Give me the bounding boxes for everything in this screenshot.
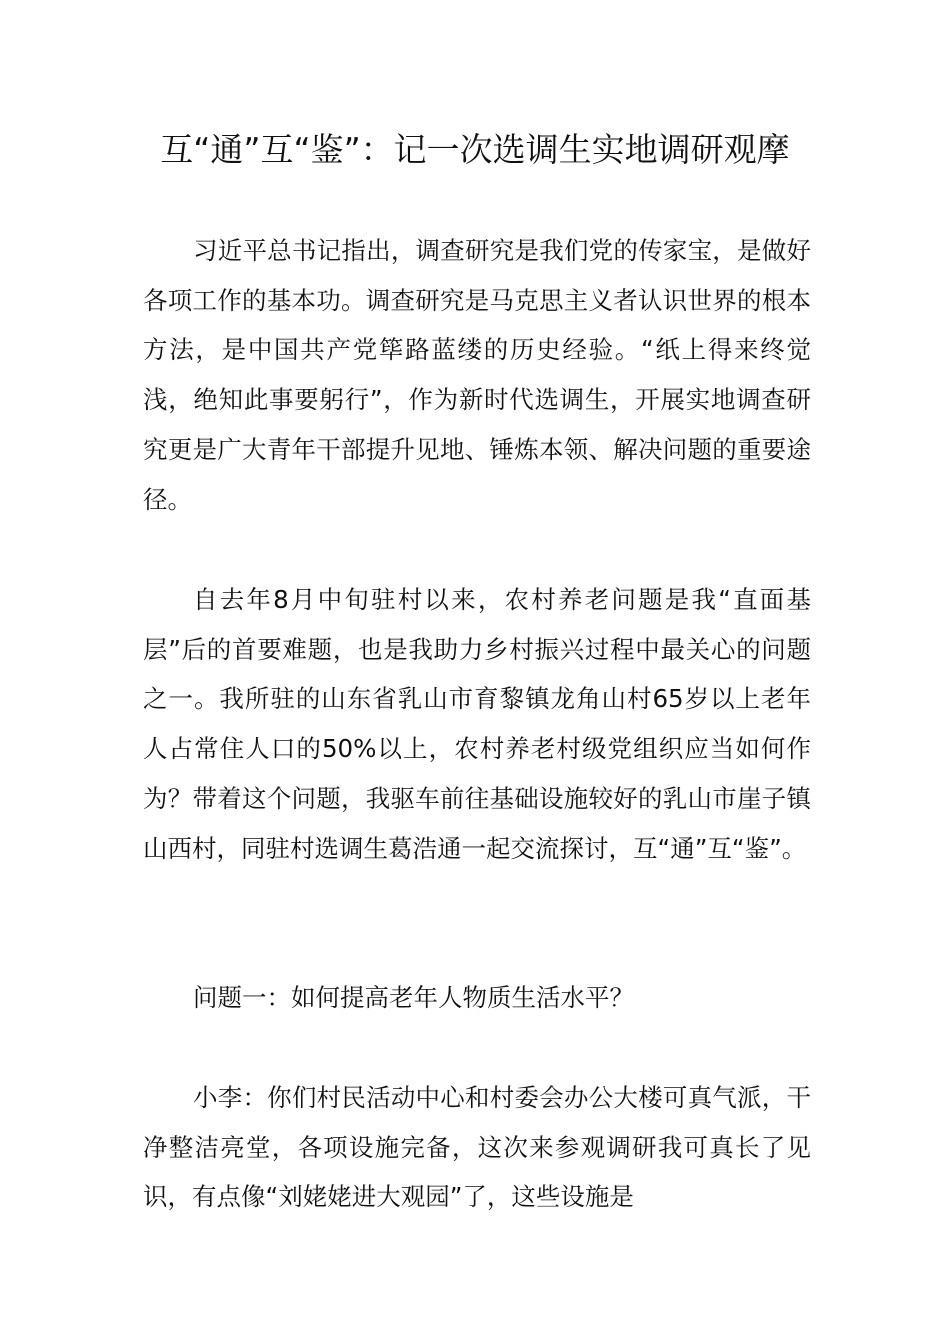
paragraph-background: 自去年8月中旬驻村以来，农村养老问题是我“直面基层”后的首要难题，也是我助力乡村振兴过程中最关心的问题之一。我所驻的山东省乳山市育黎镇龙角山村65岁以上老年人占常住人口的50%以上，农村养老村级党组织应当如何作为？带着这个问题，我驱车前往基础设施较好的乳山市崖子镇山西村，同驻村选调生葛浩通一起交流探讨，互“通”互“鉴”。 [143, 585, 811, 863]
paragraph-question-one: 问题一：如何提高老年人物质生活水平？ [193, 983, 634, 1012]
paragraph-dialogue: 小李：你们村民活动中心和村委会办公大楼可真气派，干净整洁亮堂，各项设施完备，这次来参观调研我可真长了见识，有点像“刘姥姥进大观园”了，这些设施是 [143, 1083, 811, 1212]
paragraph-intro: 习近平总书记指出，调查研究是我们党的传家宝，是做好各项工作的基本功。调查研究是马克思主义者认识世界的根本方法，是中国共产党筚路蓝缕的历史经验。“纸上得来终觉浅，绝知此事要躬行”，作为新时代选调生，开展实地调查研究更是广大青年干部提升见地、锤炼本领、解决问题的重要途径。 [143, 236, 811, 514]
document-title: 互“通”互“鉴”：记一次选调生实地调研观摩 [160, 130, 790, 169]
